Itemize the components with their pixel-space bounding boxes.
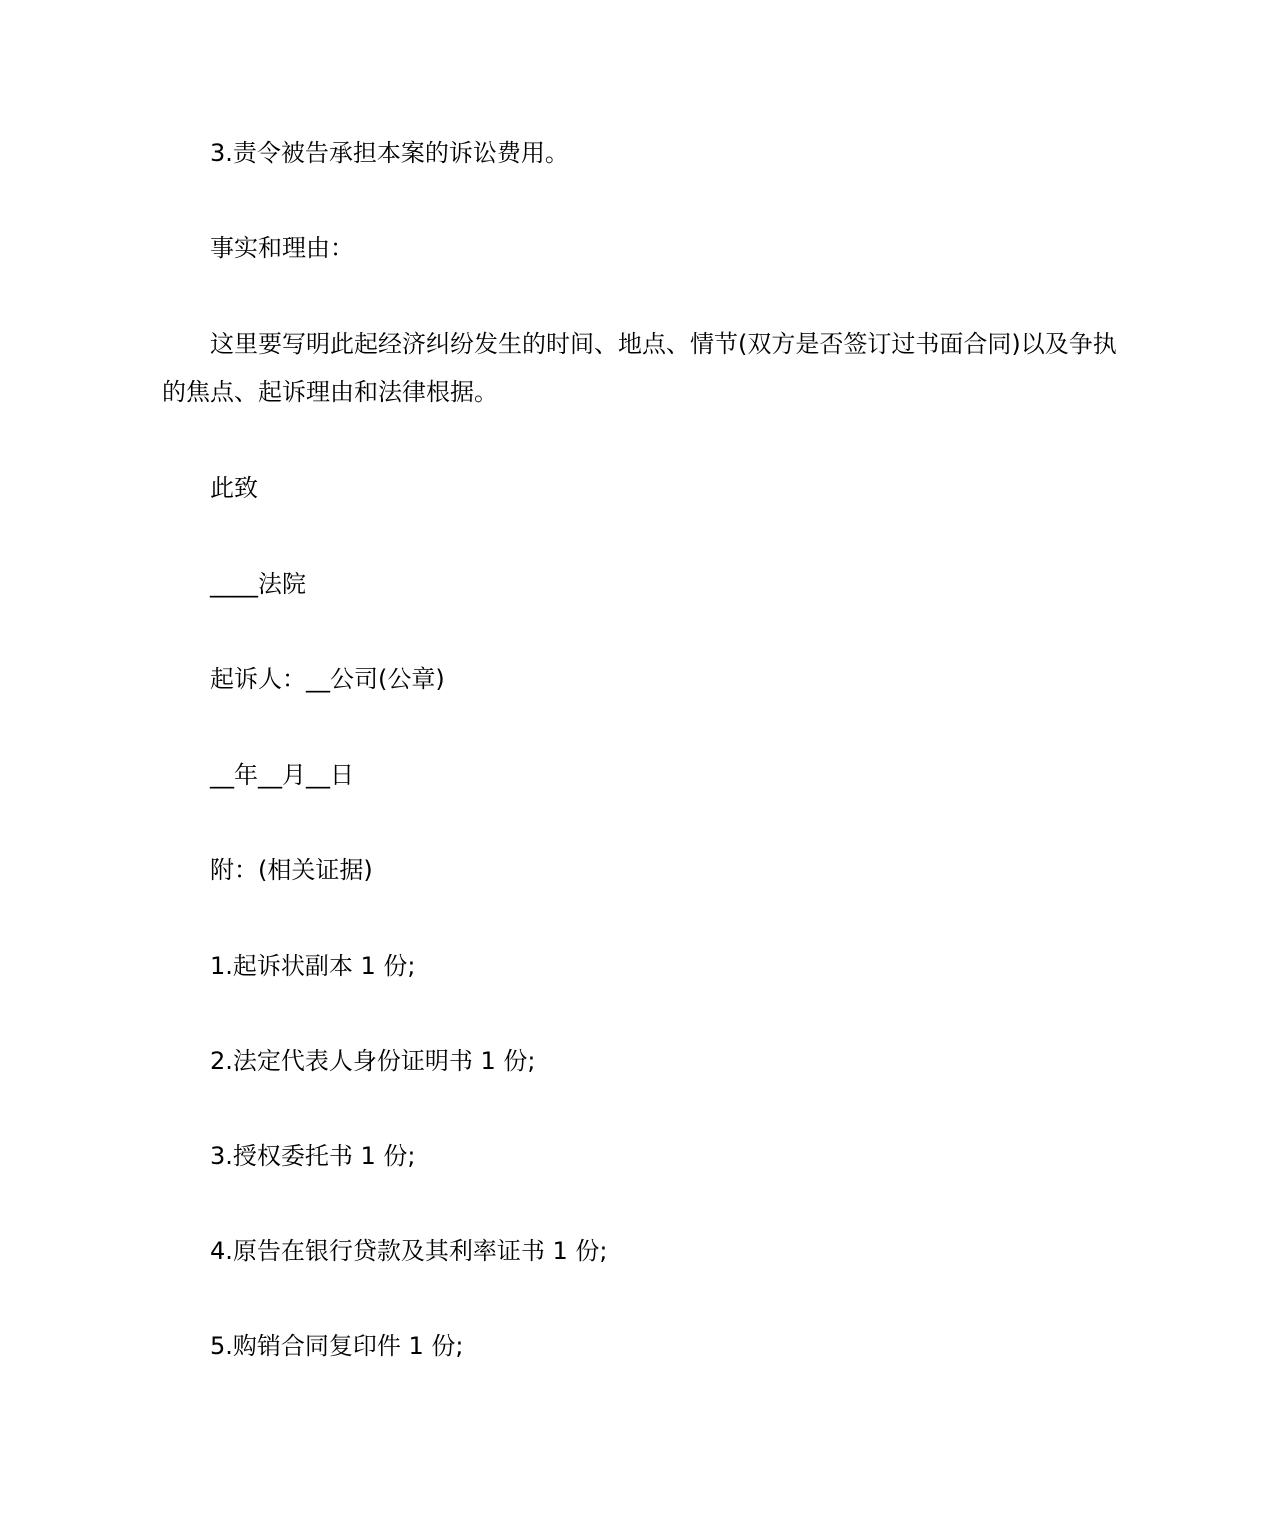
paragraph-date: __年__月__日 xyxy=(210,761,354,789)
attachment-item-4: 4.原告在银行贷款及其利率证书 1 份; xyxy=(210,1237,608,1265)
attachment-item-2: 2.法定代表人身份证明书 1 份; xyxy=(210,1047,536,1075)
attachment-item-1: 1.起诉状副本 1 份; xyxy=(210,952,416,980)
paragraph-facts-body: 这里要写明此起经济纠纷发生的时间、地点、情节(双方是否签订过书面合同)以及争执的焦点、起诉理由和法律根据。 xyxy=(162,330,1117,406)
paragraph-claim-3: 3.责令被告承担本案的诉讼费用。 xyxy=(210,139,569,167)
attachment-item-5: 5.购销合同复印件 1 份; xyxy=(210,1332,464,1360)
attachment-item-3: 3.授权委托书 1 份; xyxy=(210,1142,416,1170)
paragraph-court: ____法院 xyxy=(210,570,306,598)
paragraph-attachments-heading: 附：(相关证据) xyxy=(210,856,373,884)
paragraph-plaintiff: 起诉人：__公司(公章) xyxy=(210,665,445,693)
paragraph-facts-heading: 事实和理由： xyxy=(210,234,354,262)
paragraph-salutation: 此致 xyxy=(210,474,258,502)
